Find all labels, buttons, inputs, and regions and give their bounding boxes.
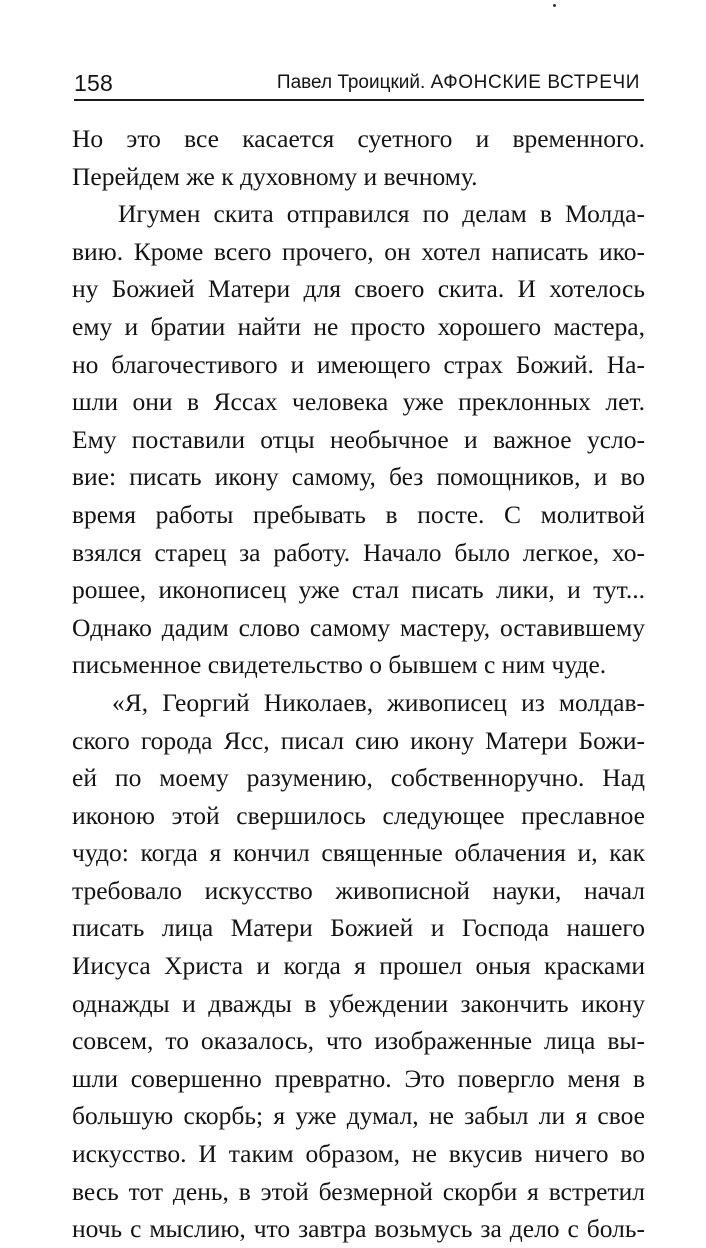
text-line: шли они в Яссах человека уже преклонных лет.: [72, 387, 645, 417]
text-line: Но это все касается суетного и временного.: [72, 124, 645, 153]
text-line: время работы пребывать в посте. С молитвой: [72, 499, 645, 529]
text-line: ему и братии найти не просто хорошего мастера,: [72, 311, 645, 341]
text-line: большую скорбь; я уже думал, не забыл ли я свое: [72, 1101, 645, 1131]
text-line: вие: писать икону самому, без помощников, и во: [72, 462, 645, 492]
text-line: вию. Кроме всего прочего, он хотел написать ико-: [72, 236, 645, 266]
text-line: весь тот день, в этой безмерной скорби я встретил: [72, 1176, 645, 1206]
text-line: взялся старец за работу. Начало было легкое, хо-: [72, 537, 645, 567]
text-line: Ему поставили отцы необычное и важное усло-: [72, 424, 645, 454]
body-text: [72, 120, 645, 1248]
text-line: шли совершенно превратно. Это повергло меня в: [72, 1063, 645, 1093]
page-number: 158: [74, 70, 113, 96]
running-head-title: АФОНСКИЕ ВСТРЕЧИ: [430, 72, 640, 93]
text-line: однажды и дважды в убеждении закончить икону: [72, 988, 645, 1018]
text-line: Иисуса Христа и когда я прошел оныя красками: [72, 951, 645, 981]
text-line: искусство. И таким образом, не вкусив ничего во: [72, 1139, 645, 1169]
text-line: ну Божией Матери для своего скита. И хотелось: [72, 274, 645, 304]
text-line: ского города Ясс, писал сию икону Матери Божи-: [72, 725, 645, 755]
text-line: ей по моему разумению, собственноручно. Над: [72, 763, 645, 793]
running-header: [74, 68, 640, 98]
header-rule: [74, 99, 644, 101]
text-line: чудо: когда я кончил священные облачения и, как: [72, 838, 645, 868]
text-line: совсем, то оказалось, что изображенные лица вы-: [72, 1026, 645, 1056]
text-line: но благочестивого и имеющего страх Божий. На-: [72, 349, 645, 379]
text-line: ночь с мыслию, что завтра возьмусь за дело с боль-: [72, 1214, 645, 1244]
text-line: Перейдем же к духовному и вечному.: [72, 161, 478, 191]
text-line: Игумен скита отправился по делам в Молда-: [118, 199, 645, 229]
text-line: письменное свидетельство о бывшем с ним чуде.: [72, 650, 607, 680]
running-head-author: Павел Троицкий.: [276, 72, 426, 93]
text-line: иконою этой свершилось следующее преславное: [72, 800, 645, 830]
running-head: [277, 68, 640, 98]
text-line: «Я, Георгий Николаев, живописец из молдав-: [112, 687, 645, 717]
text-line: писать лица Матери Божией и Господа нашего: [72, 913, 645, 943]
text-line: рошее, иконописец уже стал писать лики, и тут...: [72, 575, 645, 605]
scan-speck: [553, 4, 556, 7]
text-line: Однако дадим слово самому мастеру, оставившему: [72, 612, 645, 642]
text-line: требовало искусство живописной науки, начал: [72, 875, 645, 905]
